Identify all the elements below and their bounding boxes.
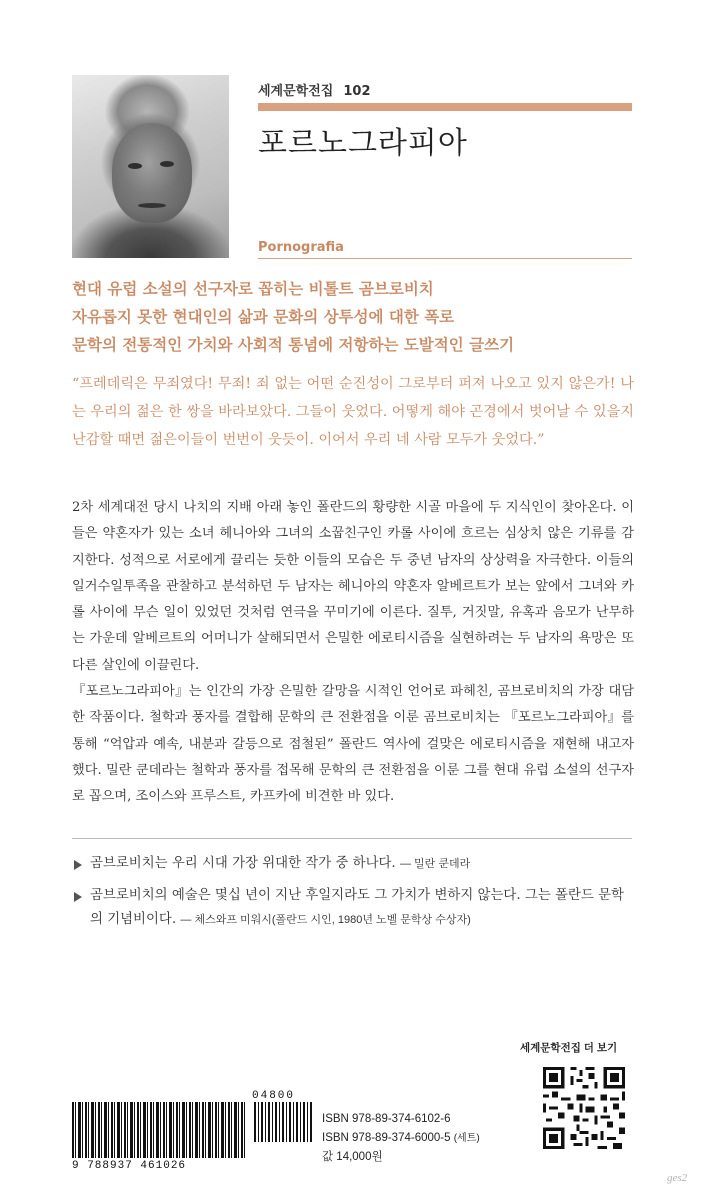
triangle-bullet-icon <box>74 892 82 902</box>
barcode-addon-number: 04800 <box>252 1090 296 1102</box>
isbn-line: ISBN 978-89-374-6102-6 <box>322 1113 451 1125</box>
taglines <box>72 275 642 359</box>
isbn-block <box>322 1110 480 1167</box>
tagline: 현대 유럽 소설의 선구자로 꼽히는 비톨트 곰브로비치 <box>72 280 434 298</box>
praise-list <box>72 852 634 940</box>
barcode-number: 9 788937 461026 <box>72 1160 187 1172</box>
price: 값 14,000원 <box>322 1151 383 1163</box>
author-portrait <box>72 75 229 258</box>
praise-text: 곰브로비치의 예술은 몇십 년이 지난 후일지라도 그 가치가 변하지 않는다. 그는 폴란드 문학의 기념비이다. <box>90 888 624 927</box>
series-name: 세계문학전집 <box>258 84 334 99</box>
praise-source: — 밀란 쿤데라 <box>399 858 471 870</box>
isbn-line <box>322 1129 480 1148</box>
publisher-logo: ges2 <box>667 1172 688 1184</box>
divider <box>72 838 632 839</box>
portrait-face <box>112 123 192 223</box>
accent-bar <box>258 103 632 111</box>
qr-label: 세계문학전집 더 보기 <box>520 1042 618 1054</box>
praise-source: — 체스와프 미워시(폴란드 시인, 1980년 노벨 문학상 수상자) <box>180 914 471 926</box>
praise-text: 곰브로비치는 우리 시대 가장 위대한 작가 중 하나다. <box>90 856 396 871</box>
excerpt-quote: “프레데릭은 무죄였다! 무죄! 죄 없는 어떤 순진성이 그로부터 퍼져 나오고 있지 않은가! 나는 우리의 젊은 한 쌍을 바라보았다. 그들이 웃었다. 어떻게 해야 곤경에서 벗어날 수 있을지 난감할 때면 젊은이들이 번번이 웃듯이. 이어서 우리 네 사람 모두가 웃었다.” <box>72 376 634 448</box>
portrait-eye-left <box>128 163 142 169</box>
praise-item <box>72 852 634 876</box>
portrait-eye-right <box>160 161 174 167</box>
triangle-bullet-icon <box>74 860 82 870</box>
isbn-set-suffix: (세트) <box>453 1133 480 1144</box>
tagline: 문학의 전통적인 가치와 사회적 통념에 저항하는 도발적인 글쓰기 <box>72 336 515 354</box>
qr-code[interactable] <box>540 1064 628 1152</box>
synopsis-paragraph: 2차 세계대전 당시 나치의 지배 아래 놓인 폴란드의 황량한 시골 마을에 두 지식인이 찾아온다. 이들은 약혼자가 있는 소녀 헤니아와 그녀의 소꿉친구인 카롤 사이에 흐르는 심상치 않은 기류를 감지한다. 성적으로 서로에게 끌리는 듯한 이들의 모습은 두 중년 남자의 상상력을 자극한다. 이들의 일거수일투족을 관찰하고 분석하던 두 남자는 헤니아의 약혼자 알베르트가 보는 앞에서 그녀와 카롤 사이에 무슨 일이 있었던 것처럼 연극을 꾸미기에 이른다. 질투, 거짓말, 유혹과 음모가 난무하는 가운데 알베르트의 어머니가 살해되면서 은밀한 에로티시즘을 실현하려는 두 남자의 욕망은 또 다른 살인에 이끌린다. <box>72 500 634 673</box>
book-title: 포르노그라피아 <box>258 126 468 161</box>
title-rule <box>258 258 632 259</box>
isbn-set-number: ISBN 978-89-374-6000-5 <box>322 1132 451 1144</box>
addon-barcode <box>254 1102 312 1142</box>
tagline: 자유롭지 못한 현대인의 삶과 문화의 상투성에 대한 폭로 <box>72 308 455 326</box>
series-number: 102 <box>343 84 371 99</box>
series-label <box>258 80 371 99</box>
portrait-mouth <box>138 203 166 208</box>
synopsis <box>72 495 634 811</box>
praise-item <box>72 884 634 932</box>
isbn-barcode <box>72 1102 247 1158</box>
original-title: Pornografia <box>258 240 344 255</box>
synopsis-paragraph: 『포르노그라피아』는 인간의 가장 은밀한 갈망을 시적인 언어로 파헤친, 곰브로비치의 가장 대담한 작품이다. 철학과 풍자를 결합해 문학의 큰 전환점을 이룬 곰브로비치는 『포르노그라피아』를 통해 “억압과 예속, 내분과 갈등으로 점철된” 폴란드 역사에 걸맞은 에로티시즘을 재현해 내고자 했다. 밀란 쿤데라는 철학과 풍자를 접목해 문학의 큰 전환점을 이룬 그를 현대 유럽 소설의 선구자로 꼽으며, 조이스와 프루스트, 카프카에 비견한 바 있다. <box>72 684 634 805</box>
